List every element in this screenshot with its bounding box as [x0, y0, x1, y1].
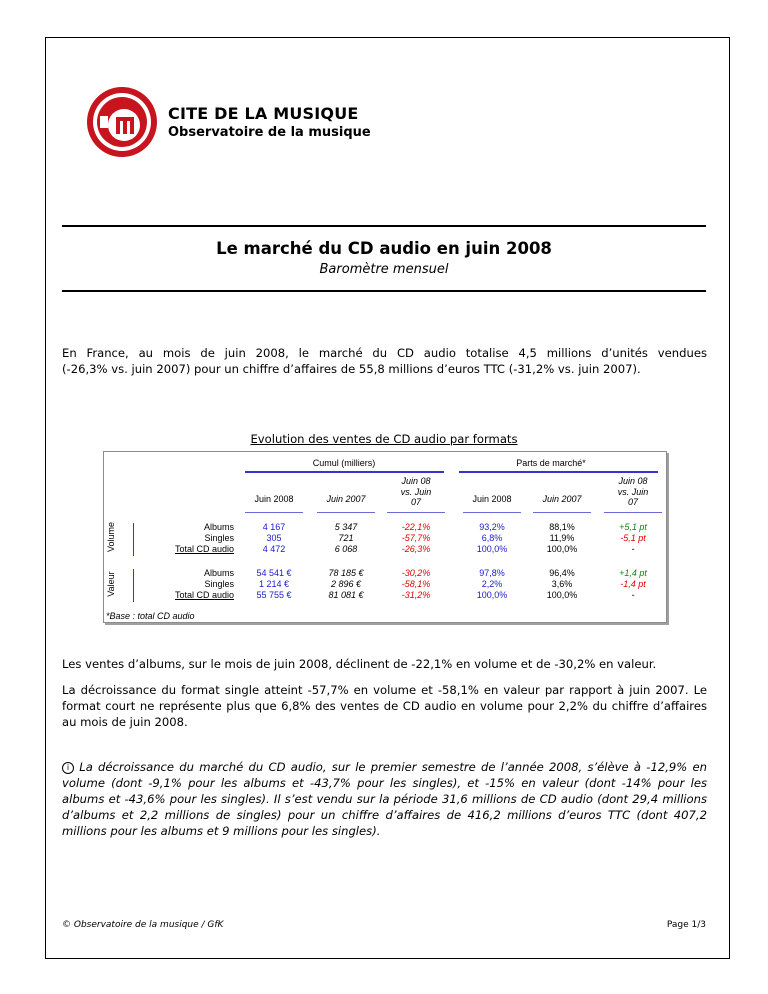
row-label-singles: Singles: [204, 533, 234, 543]
col-head-parts-2007: Juin 2007: [542, 494, 582, 504]
col-head-parts-2008: Juin 2008: [472, 494, 512, 504]
col-head-cumul-2007: Juin 2007: [326, 494, 366, 504]
table-caption: Evolution des ventes de CD audio par formats: [250, 432, 518, 446]
cell: -5,1 pt: [620, 533, 646, 543]
col-head-cumul-2008: Juin 2008: [254, 494, 294, 504]
cell: 93,2%: [479, 522, 505, 532]
col-line: [245, 512, 303, 513]
info-icon: i: [62, 762, 74, 774]
cell: -26,3%: [401, 544, 431, 554]
col-head-vs-line-1: Juin 08: [401, 476, 431, 486]
cell: -: [631, 590, 635, 600]
sales-table: [103, 451, 667, 623]
group-parts-line: [459, 471, 658, 473]
cell: 305: [266, 533, 282, 543]
title-rule-top: [62, 225, 706, 227]
col-head-vs-line-2: vs. Juin: [400, 486, 432, 497]
row-label-total: Total CD audio: [174, 544, 234, 554]
group-parts-title: Parts de marché*: [516, 458, 586, 468]
col-head-vs-line-2: vs. Juin: [617, 486, 649, 497]
col-line: [604, 512, 662, 513]
cell: 78 185 €: [328, 568, 364, 578]
footer-page-number: Page 1/3: [666, 920, 706, 930]
cell: 100,0%: [476, 544, 508, 554]
cell: 3,6%: [551, 579, 573, 589]
col-line: [317, 512, 375, 513]
cell: +1,4 pt: [619, 568, 647, 578]
col-line: [387, 512, 445, 513]
col-head-parts-vs: [604, 476, 662, 508]
cell: 11,9%: [549, 533, 575, 543]
cell: 100,0%: [476, 590, 508, 600]
cell: 1 214 €: [258, 579, 290, 589]
intro-line-2: (-26,3% vs. juin 2007) pour un chiffre d’affaires de 55,8 millions d’euros TTC (-31,2% vs. juin 2007).: [62, 362, 641, 376]
cell: -22,1%: [401, 522, 431, 532]
cell: 6 068: [334, 544, 358, 554]
intro-line-1: En France, au mois de juin 2008, le marché du CD audio totalise 4,5 millions d’unités vendues: [62, 346, 707, 360]
title-rule-bottom: [62, 290, 706, 292]
cell: 55 755 €: [256, 590, 292, 600]
valeur-parts-2007-column: [533, 568, 591, 601]
cell: -58,1%: [401, 579, 431, 589]
col-line: [463, 512, 521, 513]
section-volume-label: Volume: [106, 521, 116, 553]
cell: 100,0%: [546, 544, 578, 554]
cell: -31,2%: [401, 590, 431, 600]
valeur-row-labels: [144, 568, 234, 601]
cell: 54 541 €: [256, 568, 292, 578]
col-head-vs-line-1: Juin 08: [618, 476, 648, 486]
row-label-albums: Albums: [203, 568, 234, 578]
footer-copyright: © Observatoire de la musique / GfK: [62, 920, 224, 930]
cell: 100,0%: [546, 590, 578, 600]
cell: 97,8%: [479, 568, 505, 578]
valeur-juin2008-column: [245, 568, 303, 601]
valeur-juin2007-column: [317, 568, 375, 601]
paragraph-semester: [62, 759, 707, 839]
volume-row-labels: [144, 522, 234, 555]
cell: 81 081 €: [328, 590, 364, 600]
section-valeur-label: Valeur: [106, 571, 116, 597]
paragraph-semester-text: La décroissance du marché du CD audio, sur le premier semestre de l’année 2008, s’élève à -12,9% en volume (dont -9,1% pour les albums et -43,7% pour les singles), et -15% en valeur (dont -14% pour les albums et -43,6% pour les singles). Il s’est vendu sur la période 31,6 millions de CD audio (dont 29,4 millions d’albums et 2,2 millions de singles) pour un chiffre d’affaires de 416,2 millions d’euros TTC (dont 407,2 millions pour les albums et 9 millions pour les singles).: [62, 760, 707, 838]
cell: 6,8%: [481, 533, 503, 543]
org-name: CITE DE LA MUSIQUE: [168, 104, 359, 123]
cell: 96,4%: [549, 568, 575, 578]
cite-musique-logo: [86, 86, 158, 158]
group-cumul-title: Cumul (milliers): [312, 458, 376, 468]
cell: 721: [338, 533, 354, 543]
section-volume-bar: [133, 523, 134, 556]
cell: 88,1%: [549, 522, 575, 532]
valeur-vs-column: [387, 568, 445, 601]
col-line: [533, 512, 591, 513]
valeur-parts-2008-column: [463, 568, 521, 601]
cell: 2,2%: [481, 579, 503, 589]
volume-vs-column: [387, 522, 445, 555]
paragraph-albums: Les ventes d’albums, sur le mois de juin 2008, déclinent de -22,1% en volume et de -30,2% en valeur.: [62, 657, 657, 671]
row-label-albums: Albums: [203, 522, 234, 532]
cell: -: [631, 544, 635, 554]
page-title: Le marché du CD audio en juin 2008: [216, 239, 552, 258]
col-head-vs-line-3: 07: [627, 497, 638, 507]
valeur-parts-vs-column: [604, 568, 662, 601]
cell: -30,2%: [401, 568, 431, 578]
cell: +5,1 pt: [619, 522, 647, 532]
row-label-total: Total CD audio: [174, 590, 234, 600]
col-head-vs-line-3: 07: [410, 497, 421, 507]
cell: -1,4 pt: [620, 579, 646, 589]
cell: 4 472: [262, 544, 286, 554]
group-cumul-line: [245, 471, 444, 473]
volume-parts-vs-column: [604, 522, 662, 555]
page-subtitle: Baromètre mensuel: [319, 262, 449, 277]
section-valeur-bar: [133, 569, 134, 602]
col-head-cumul-vs: [387, 476, 445, 508]
volume-parts-2007-column: [533, 522, 591, 555]
cell: 2 896 €: [330, 579, 362, 589]
row-label-singles: Singles: [204, 579, 234, 589]
volume-juin2008-column: [245, 522, 303, 555]
cell: 5 347: [334, 522, 358, 532]
volume-parts-2008-column: [463, 522, 521, 555]
paragraph-singles: La décroissance du format single atteint -57,7% en volume et -58,1% en valeur par rapport à juin 2007. Le format court ne représente plus que 6,8% des ventes de CD audio en volume pour 2,2% du chiffre d’affaires au mois de juin 2008.: [62, 683, 707, 729]
table-base-note: *Base : total CD audio: [106, 611, 195, 621]
org-subtitle: Observatoire de la musique: [168, 125, 371, 140]
cell: 4 167: [262, 522, 286, 532]
cell: -57,7%: [401, 533, 431, 543]
intro-paragraph: [62, 345, 707, 377]
volume-juin2007-column: [317, 522, 375, 555]
